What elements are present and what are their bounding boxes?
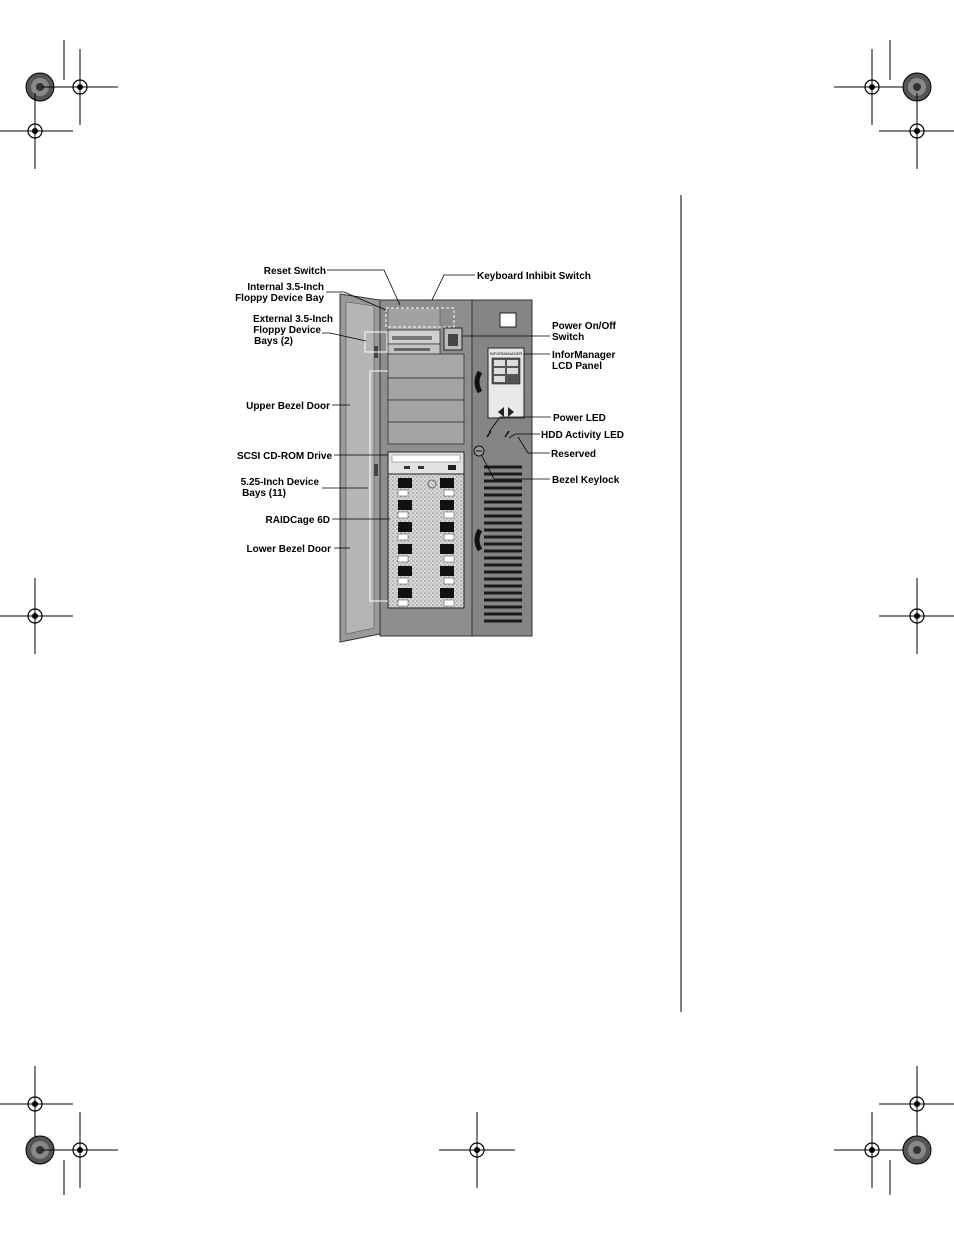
label-power-switch-line1: Power On/Off bbox=[552, 321, 616, 332]
crop-mark-icon bbox=[0, 578, 73, 654]
crop-mark-icon bbox=[0, 93, 73, 169]
label-power-led: Power LED bbox=[553, 413, 606, 424]
crop-mark-icon bbox=[439, 1112, 515, 1188]
crop-mark-icon bbox=[834, 1112, 910, 1188]
crop-mark-icon bbox=[879, 578, 954, 654]
lcd-panel-label: INFORMANAGER bbox=[489, 351, 523, 356]
crop-mark-icon bbox=[834, 49, 910, 125]
label-hdd-led: HDD Activity LED bbox=[541, 430, 624, 441]
label-external-floppy-line1: External 3.5-Inch bbox=[252, 314, 333, 325]
label-raidcage: RAIDCage 6D bbox=[265, 515, 330, 526]
label-device-bays-line2: Bays (11) bbox=[242, 488, 286, 499]
label-scsi-cdrom: SCSI CD-ROM Drive bbox=[236, 451, 332, 462]
label-upper-bezel-door: Upper Bezel Door bbox=[246, 401, 330, 412]
crop-mark-icon bbox=[879, 1066, 954, 1142]
left-labels bbox=[235, 266, 333, 555]
server-illustration bbox=[340, 294, 532, 642]
crop-mark-icon bbox=[879, 93, 954, 169]
label-internal-floppy-line2: Floppy Device Bay bbox=[235, 293, 324, 304]
crop-mark-icon bbox=[42, 49, 118, 125]
label-keyboard-inhibit: Keyboard Inhibit Switch bbox=[477, 271, 591, 282]
crop-mark-icon bbox=[42, 1112, 118, 1188]
label-reserved: Reserved bbox=[551, 449, 597, 460]
label-external-floppy-line2: Floppy Device bbox=[253, 325, 321, 336]
label-bezel-keylock: Bezel Keylock bbox=[552, 475, 620, 486]
label-internal-floppy-line1: Internal 3.5-Inch bbox=[247, 282, 324, 293]
label-external-floppy-line3: Bays (2) bbox=[254, 336, 293, 347]
label-informanager-line1: InforManager bbox=[552, 350, 616, 361]
crop-mark-icon bbox=[0, 1066, 73, 1142]
label-power-switch-line2: Switch bbox=[552, 332, 585, 343]
label-informanager-line2: LCD Panel bbox=[552, 361, 603, 372]
color-target-icon bbox=[903, 1136, 931, 1164]
label-lower-bezel-door: Lower Bezel Door bbox=[246, 544, 331, 555]
label-device-bays-line1: 5.25-Inch Device bbox=[240, 477, 319, 488]
label-reset-switch: Reset Switch bbox=[263, 266, 326, 277]
